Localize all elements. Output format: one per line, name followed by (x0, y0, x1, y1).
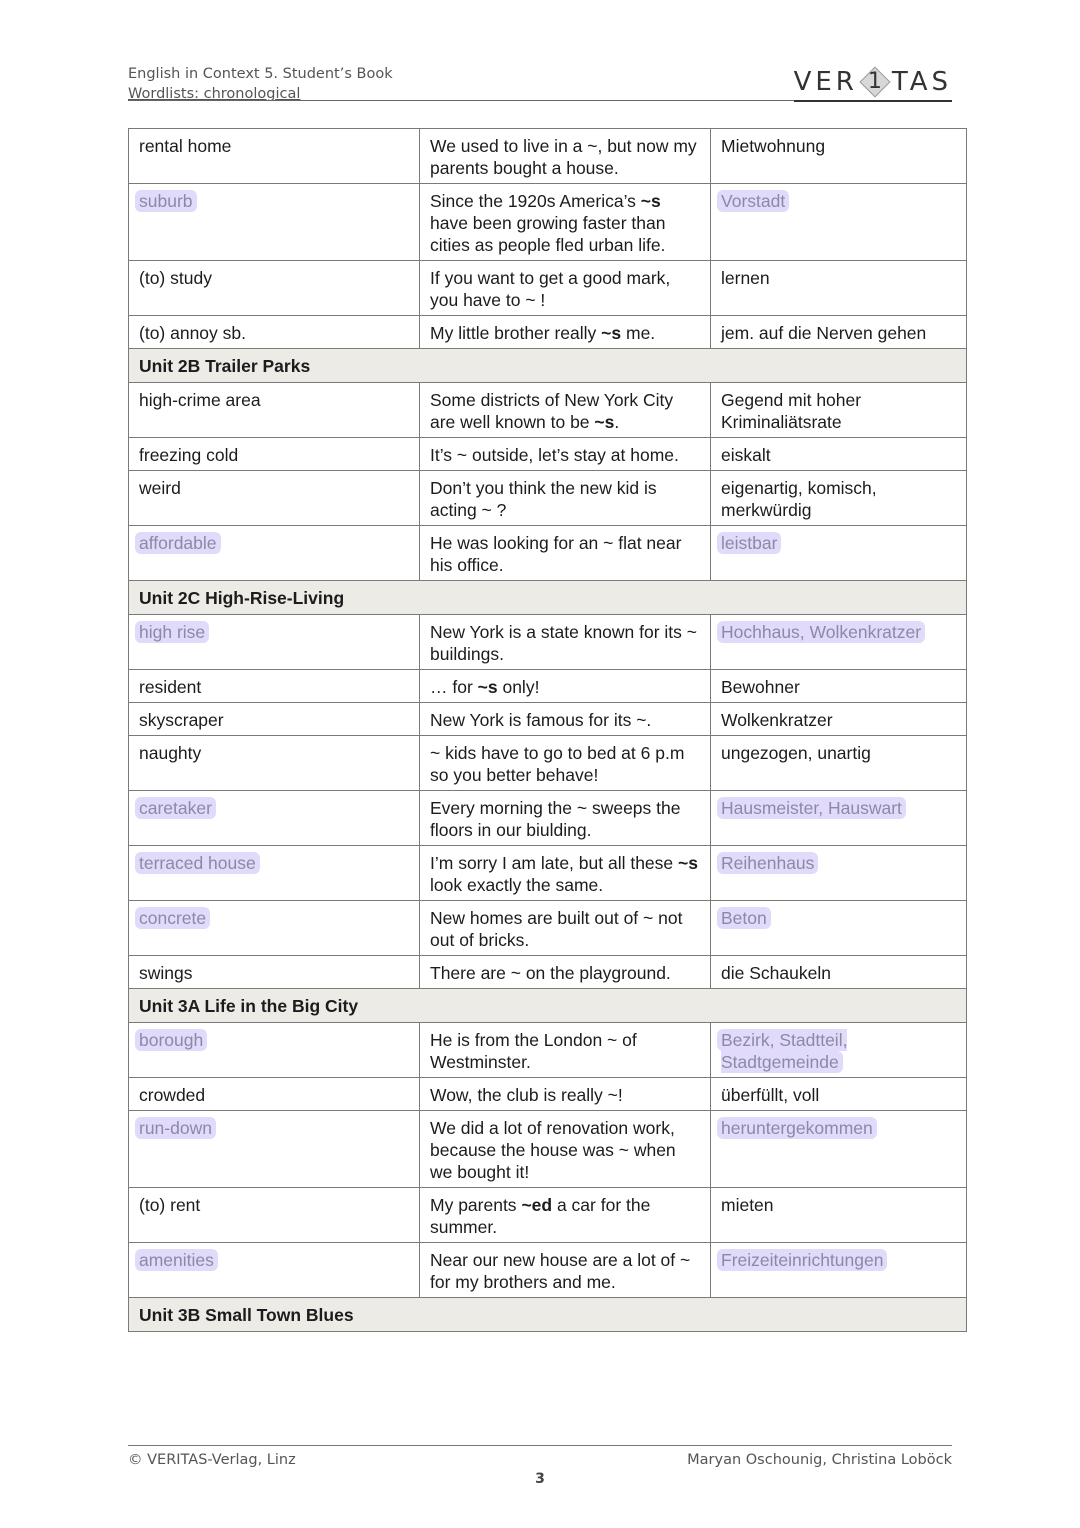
german-translation-cell (711, 1023, 967, 1078)
vocab-row (129, 383, 967, 438)
german-translation-cell (711, 383, 967, 438)
example-sentence: Since the 1920s America’s ~s have been growing faster than cities as people fled urban life. (430, 191, 666, 255)
english-term-cell (129, 615, 420, 670)
german-translation-cell (711, 438, 967, 471)
english-term: run-down (135, 1117, 216, 1139)
example-sentence-cell (420, 1023, 711, 1078)
example-sentence-cell (420, 1243, 711, 1298)
german-translation: leistbar (717, 532, 781, 554)
example-sentence-cell (420, 736, 711, 791)
german-translation-cell (711, 184, 967, 261)
unit-heading-row (129, 1298, 967, 1332)
example-sentence: We used to live in a ~, but now my parents bought a house. (430, 136, 697, 178)
english-term: freezing cold (139, 445, 239, 465)
example-sentence: Near our new house are a lot of ~ for my brothers and me. (430, 1250, 691, 1292)
german-translation-cell (711, 1078, 967, 1111)
example-sentence-cell (420, 261, 711, 316)
english-term-cell (129, 1023, 420, 1078)
german-translation-cell (711, 670, 967, 703)
english-term-cell (129, 791, 420, 846)
example-sentence-cell (420, 956, 711, 989)
german-translation: Freizeiteinrichtungen (717, 1249, 887, 1271)
vocab-row (129, 261, 967, 316)
english-term-cell (129, 956, 420, 989)
vocab-row (129, 1188, 967, 1243)
english-term: skyscraper (139, 710, 224, 730)
vocab-row (129, 846, 967, 901)
english-term-cell (129, 1188, 420, 1243)
english-term: (to) annoy sb. (139, 323, 246, 343)
example-sentence-cell (420, 1111, 711, 1188)
english-term: borough (135, 1029, 207, 1051)
english-term: crowded (139, 1085, 206, 1105)
german-translation: eiskalt (721, 445, 771, 465)
english-term: terraced house (135, 852, 260, 874)
page-header (128, 64, 952, 104)
unit-heading: Unit 3B Small Town Blues (129, 1298, 967, 1332)
english-term-cell (129, 184, 420, 261)
example-sentence-cell (420, 438, 711, 471)
english-term-cell (129, 670, 420, 703)
english-term: suburb (135, 190, 197, 212)
example-sentence: New homes are built out of ~ not out of bricks. (430, 908, 683, 950)
german-translation: ungezogen, unartig (721, 743, 871, 763)
diamond-logo-icon (860, 67, 890, 97)
german-translation-cell (711, 846, 967, 901)
example-sentence: New York is famous for its ~. (430, 710, 652, 730)
example-sentence-cell (420, 791, 711, 846)
example-sentence-cell (420, 316, 711, 349)
german-translation: Reihenhaus (717, 852, 818, 874)
example-sentence-cell (420, 615, 711, 670)
example-sentence-cell (420, 383, 711, 438)
vocab-row (129, 791, 967, 846)
german-translation: Hochhaus, Wolkenkratzer (717, 621, 925, 643)
example-sentence: My little brother really ~s me. (430, 323, 656, 343)
vocab-row (129, 956, 967, 989)
german-translation-cell (711, 1188, 967, 1243)
example-sentence-cell (420, 526, 711, 581)
example-sentence: My parents ~ed a car for the summer. (430, 1195, 651, 1237)
german-translation-cell (711, 736, 967, 791)
english-term: concrete (135, 907, 210, 929)
page-footer (128, 1445, 952, 1468)
english-term-cell (129, 1111, 420, 1188)
english-term: amenities (135, 1249, 218, 1271)
german-translation-cell (711, 615, 967, 670)
vocab-row (129, 615, 967, 670)
german-translation: Beton (717, 907, 771, 929)
example-sentence: New York is a state known for its ~ buildings. (430, 622, 698, 664)
english-term-cell (129, 438, 420, 471)
unit-heading-row (129, 349, 967, 383)
header-rule (128, 100, 812, 101)
english-term-cell (129, 383, 420, 438)
german-translation: Bewohner (721, 677, 800, 697)
example-sentence: It’s ~ outside, let’s stay at home. (430, 445, 679, 465)
example-sentence-cell (420, 703, 711, 736)
english-term-cell (129, 1078, 420, 1111)
example-sentence: … for ~s only! (430, 677, 540, 697)
english-term: (to) study (139, 268, 212, 288)
vocab-row (129, 703, 967, 736)
example-sentence-cell (420, 1078, 711, 1111)
english-term-cell (129, 846, 420, 901)
example-sentence-cell (420, 901, 711, 956)
german-translation: Hausmeister, Hauswart (717, 797, 906, 819)
english-term-cell (129, 901, 420, 956)
german-translation: Gegend mit hoher Kriminaliätsrate (721, 390, 862, 432)
english-term-cell (129, 316, 420, 349)
german-translation-cell (711, 261, 967, 316)
veritas-logo (794, 64, 952, 102)
german-translation: heruntergekommen (717, 1117, 877, 1139)
german-translation: lernen (721, 268, 770, 288)
german-translation-cell (711, 1111, 967, 1188)
example-sentence-cell (420, 670, 711, 703)
german-translation: überfüllt, voll (721, 1085, 820, 1105)
english-term: high-crime area (139, 390, 261, 410)
english-term-cell (129, 471, 420, 526)
vocab-row (129, 1078, 967, 1111)
example-sentence: He is from the London ~ of Westminster. (430, 1030, 637, 1072)
german-translation-cell (711, 471, 967, 526)
german-translation: die Schaukeln (721, 963, 831, 983)
german-translation: Bezirk, Stadtteil, Stadtgemeinde (717, 1029, 847, 1073)
example-sentence: ~ kids have to go to bed at 6 p.m so you better behave! (430, 743, 685, 785)
vocab-row (129, 471, 967, 526)
german-translation: jem. auf die Nerven gehen (721, 323, 927, 343)
german-translation: Vorstadt (717, 190, 789, 212)
example-sentence-cell (420, 184, 711, 261)
example-sentence: Some districts of New York City are well known to be ~s. (430, 390, 674, 432)
example-sentence-cell (420, 846, 711, 901)
german-translation: eigenartig, komisch, merkwürdig (721, 478, 877, 520)
vocab-row (129, 670, 967, 703)
vocab-row (129, 438, 967, 471)
german-translation-cell (711, 316, 967, 349)
vocab-row (129, 736, 967, 791)
vocab-row (129, 1023, 967, 1078)
vocab-row (129, 1111, 967, 1188)
example-sentence: Don’t you think the new kid is acting ~ ? (430, 478, 657, 520)
example-sentence: There are ~ on the playground. (430, 963, 671, 983)
english-term-cell (129, 703, 420, 736)
example-sentence-cell (420, 1188, 711, 1243)
german-translation: mieten (721, 1195, 774, 1215)
logo-text-left: VER (793, 67, 858, 97)
english-term-cell (129, 736, 420, 791)
example-sentence: I’m sorry I am late, but all these ~s look exactly the same. (430, 853, 698, 895)
example-sentence: Wow, the club is really ~! (430, 1085, 623, 1105)
english-term: weird (139, 478, 181, 498)
example-sentence: We did a lot of renovation work, because the house was ~ when we bought it! (430, 1118, 676, 1182)
english-term-cell (129, 526, 420, 581)
vocab-row (129, 526, 967, 581)
vocab-row (129, 901, 967, 956)
logo-mark-digit: 1 (867, 69, 882, 94)
german-translation-cell (711, 901, 967, 956)
english-term: naughty (139, 743, 202, 763)
german-translation: Wolkenkratzer (721, 710, 833, 730)
page-number: 3 (535, 1471, 545, 1487)
example-sentence-cell (420, 471, 711, 526)
english-term: affordable (135, 532, 221, 554)
english-term-cell (129, 1243, 420, 1298)
vocab-row (129, 184, 967, 261)
english-term: swings (139, 963, 193, 983)
english-term: (to) rent (139, 1195, 201, 1215)
logo-text-right: TAS (891, 67, 952, 97)
unit-heading-row (129, 989, 967, 1023)
unit-heading: Unit 2C High-Rise-Living (129, 581, 967, 615)
english-term: high rise (135, 621, 209, 643)
german-translation: Mietwohnung (721, 136, 826, 156)
example-sentence: Every morning the ~ sweeps the floors in our biulding. (430, 798, 681, 840)
english-term-cell (129, 129, 420, 184)
german-translation-cell (711, 703, 967, 736)
german-translation-cell (711, 1243, 967, 1298)
unit-heading-row (129, 581, 967, 615)
english-term: rental home (139, 136, 232, 156)
german-translation-cell (711, 129, 967, 184)
section-title: Wordlists: chronological (128, 86, 301, 102)
vocab-row (129, 316, 967, 349)
german-translation-cell (711, 791, 967, 846)
english-term-cell (129, 261, 420, 316)
german-translation-cell (711, 526, 967, 581)
english-term: caretaker (135, 797, 216, 819)
example-sentence: He was looking for an ~ flat near his office. (430, 533, 682, 575)
book-title: English in Context 5. Student’s Book (128, 66, 393, 82)
german-translation-cell (711, 956, 967, 989)
example-sentence-cell (420, 129, 711, 184)
wordlist-table (128, 128, 967, 1332)
english-term: resident (139, 677, 202, 697)
authors-credit: Maryan Oschounig, Christina Loböck (687, 1452, 952, 1468)
vocab-row (129, 1243, 967, 1298)
unit-heading: Unit 3A Life in the Big City (129, 989, 967, 1023)
vocab-row (129, 129, 967, 184)
publisher-credit: © VERITAS-Verlag, Linz (128, 1452, 296, 1468)
unit-heading: Unit 2B Trailer Parks (129, 349, 967, 383)
example-sentence: If you want to get a good mark, you have to ~ ! (430, 268, 671, 310)
